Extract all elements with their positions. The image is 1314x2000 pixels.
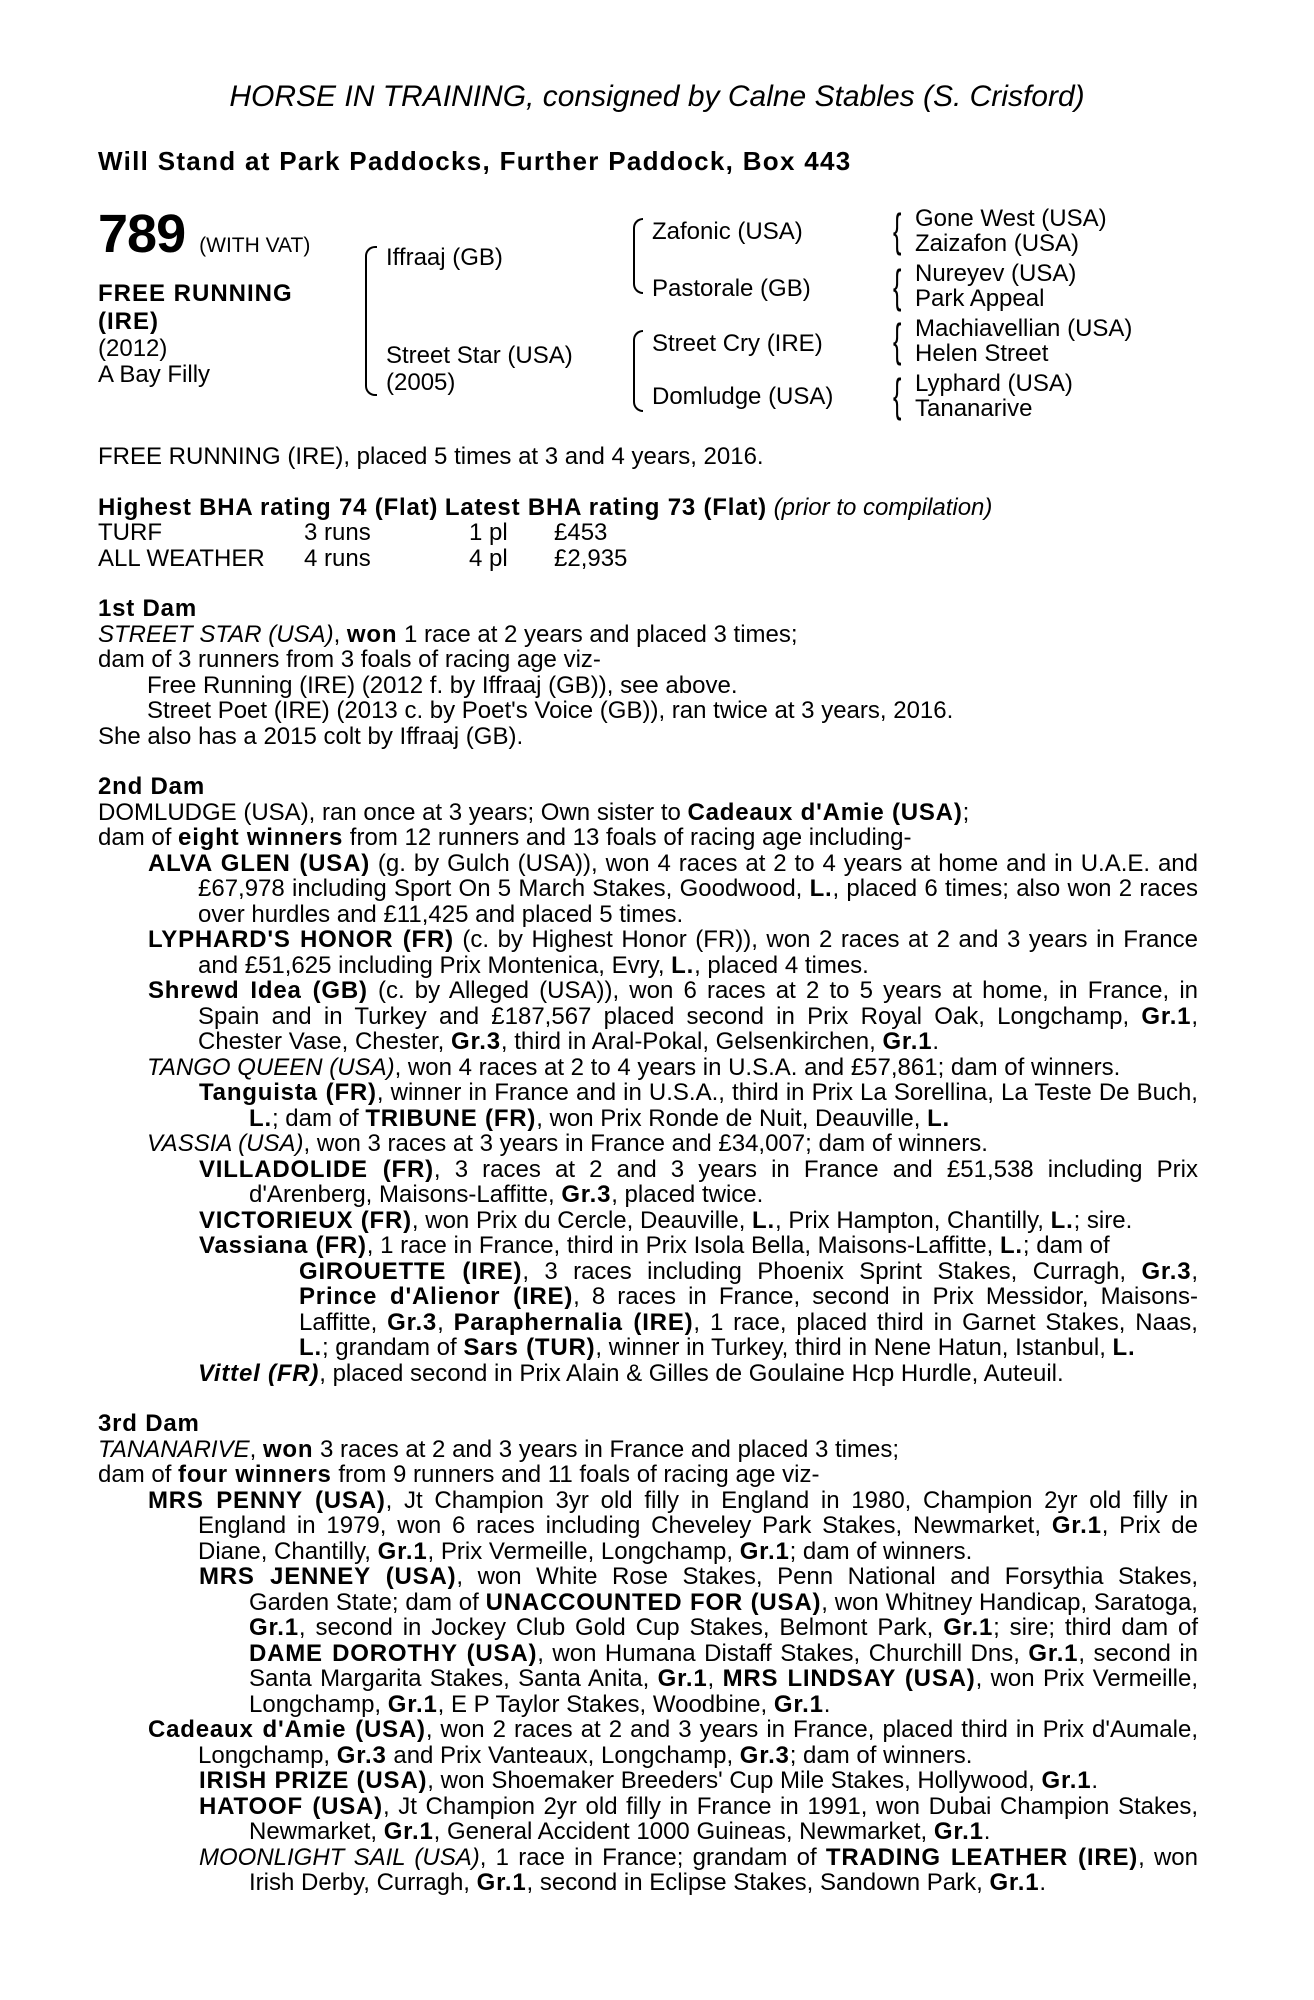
text-run: GIROUETTE (IRE) [299, 1257, 523, 1285]
text-run: , placed twice. [611, 1181, 764, 1208]
text-run: Gr.1 [943, 1614, 994, 1641]
text-run: ; sire. [1073, 1206, 1133, 1234]
first-dam-heading: 1st Dam [98, 595, 197, 622]
produce-hatoof [199, 1792, 1198, 1845]
text-run: TRIBUNE (FR) [365, 1104, 537, 1132]
text-run: Gr.3 [561, 1181, 612, 1208]
produce-cadeaux-damie [148, 1716, 1198, 1769]
text-run: , won Whitney Handicap, Saratoga, [821, 1588, 1198, 1616]
text-run: VILLADOLIDE (FR) [199, 1155, 434, 1183]
rating-line [98, 495, 1198, 521]
text-run: dam of [98, 1461, 179, 1488]
text-run: won [346, 620, 398, 648]
text-run: DOMLUDGE (USA), ran once at 3 years; Own sister to [98, 798, 688, 826]
pedigree-bracket-dam [633, 330, 643, 412]
text-run: , 1 race, placed third in Garnet Stakes, Naas, [693, 1308, 1198, 1336]
third-dam-text [98, 1437, 1198, 1463]
text-run: , 3 races at 2 and 3 years in France and £51,538 including Prix d'Arenberg, Maisons-Laffitte, [249, 1155, 1198, 1208]
produce-alva-glen [148, 849, 1199, 928]
pedigree-g2: Zaizafon (USA) [915, 230, 1080, 257]
horse-year: (2012) [98, 335, 168, 362]
text-run: , [707, 1665, 723, 1692]
text-run: , winner in France and in U.S.A., third in Prix La Sorellina, La Teste De Buch, [376, 1079, 1198, 1106]
produce-vittel [198, 1361, 1198, 1387]
text-run: Gr.3 [336, 1741, 387, 1769]
produce-shrewd-idea [148, 977, 1199, 1055]
text-run: Paraphernalia (IRE) [453, 1308, 694, 1336]
second-dam-produce-intro [98, 825, 1198, 851]
text-run: Gr.1 [1141, 1002, 1192, 1030]
produce-moonlight-sail [199, 1843, 1198, 1896]
text-run: . [1039, 1869, 1047, 1896]
text-run: , Jt Champion 2yr old filly in France in 1991, won Dubai Champion Stakes, Newmarket, [249, 1792, 1198, 1845]
second-dam-text [98, 800, 1198, 826]
pedigree-brace-2: { [893, 260, 902, 312]
text-run: LYPHARD'S HONOR (FR) [148, 926, 454, 953]
text-run: Gr.1 [882, 1028, 933, 1055]
produce-villadolide [199, 1155, 1198, 1208]
text-run: Gr.1 [383, 1818, 434, 1845]
produce-vassiana [199, 1232, 1198, 1259]
text-run: , second in Eclipse Stakes, Sandown Park, [526, 1869, 990, 1896]
text-run: MRS PENNY (USA) [148, 1486, 386, 1514]
text-run: 1 race at 2 years and placed 3 times; [397, 620, 798, 648]
produce-mrs-jenney [199, 1563, 1199, 1718]
text-run: MOONLIGHT SAIL (USA) [199, 1843, 480, 1871]
text-run: dam of [98, 824, 179, 851]
text-run: VASSIA (USA) [147, 1130, 304, 1157]
text-run: , E P Taylor Stakes, Woodbine, [437, 1690, 774, 1718]
text-run: Gr.1 [1041, 1767, 1092, 1794]
produce-irish-prize [199, 1767, 1198, 1794]
text-run: L. [1050, 1206, 1074, 1234]
text-run: , placed 6 times; also won 2 races over hurdles and £11,425 and placed 5 times. [198, 875, 1199, 928]
text-run: , second in Jockey Club Gold Cup Stakes, Belmont Park, [298, 1614, 944, 1641]
first-dam-produce-3: She also has a 2015 colt by Iffraaj (GB). [98, 722, 524, 750]
pedigree-dam-sire: Street Cry (IRE) [652, 330, 823, 357]
text-run: , won White Rose Stakes, Penn National and Forsythia Stakes, Garden State; dam of [249, 1563, 1198, 1616]
text-run: , won 2 races at 2 and 3 years in France, placed third in Prix d'Aumale, Longchamp, [198, 1716, 1198, 1769]
pedigree-sire-sire: Zafonic (USA) [652, 218, 803, 245]
vat-note: (WITH VAT) [199, 234, 311, 257]
text-run: Gr.1 [377, 1537, 428, 1565]
text-run: , won Irish Derby, Curragh, [249, 1843, 1198, 1896]
pedigree-dam-year: (2005) [386, 369, 456, 396]
text-run: , third in Aral-Pokal, Gelsenkirchen, [500, 1028, 883, 1055]
text-run: L. [809, 875, 833, 902]
text-run: HATOOF (USA) [199, 1792, 383, 1820]
text-run: (c. by Alleged (USA)), won 6 races at 2 to 5 years at home, in France, in Spain and in Turkey and £187,567 placed second in Prix Royal Oak, Longchamp, [198, 977, 1199, 1030]
text-run: L. [752, 1206, 775, 1234]
text-run: 3 races at 2 and 3 years in France and placed 3 times; [313, 1435, 899, 1463]
text-run: ; dam of [271, 1104, 366, 1132]
produce-tango-queen [147, 1055, 1198, 1081]
pedigree-g6: Helen Street [915, 340, 1049, 367]
text-run: Cadeaux d'Amie (USA) [148, 1716, 426, 1743]
pedigree-brace-4: { [893, 369, 902, 421]
text-run: L. [671, 951, 695, 979]
text-run: MRS LINDSAY (USA) [722, 1665, 976, 1692]
text-run: , 1 race in France; grandam of [479, 1843, 826, 1871]
text-run: Gr.3 [739, 1741, 790, 1769]
text-run: . [983, 1818, 991, 1845]
text-run: , won Prix du Cercle, Deauville, [411, 1206, 753, 1234]
table-row [98, 546, 627, 572]
text-run: , General Accident 1000 Guineas, Newmarket, [433, 1818, 934, 1845]
text-run: Gr.1 [739, 1537, 790, 1565]
produce-vassia [147, 1131, 1198, 1157]
text-run: VICTORIEUX (FR) [199, 1206, 412, 1234]
text-run: ALVA GLEN (USA) [148, 849, 371, 877]
text-run: from 9 runners and 11 foals of racing age viz- [331, 1461, 820, 1488]
first-dam-produce-2: Street Poet (IRE) (2013 c. by Poet's Voice (GB)), ran twice at 3 years, 2016. [147, 697, 954, 724]
text-run: Sars (TUR) [463, 1334, 596, 1361]
text-run: (g. by Gulch (USA)), won 4 races at 2 to 4 years at home and in U.A.E. and £67,978 including Sport On 5 March Stakes, Goodwood, [198, 849, 1198, 902]
produce-lyphards-honor [148, 926, 1198, 979]
stand-location: Will Stand at Park Paddocks, Further Paddock, Box 443 [98, 146, 852, 176]
horse-description: A Bay Filly [98, 361, 211, 388]
pedigree-bracket-sire [633, 218, 643, 294]
produce-victorieux [199, 1206, 1198, 1234]
pedigree-g4: Park Appeal [915, 285, 1045, 312]
horse-name-line2: (IRE) [98, 308, 159, 335]
text-run: Gr.3 [1141, 1257, 1192, 1285]
race-summary: FREE RUNNING (IRE), placed 5 times at 3 and 4 years, 2016. [98, 443, 764, 470]
pedigree-brace-1: { [893, 204, 902, 256]
text-run: Gr.1 [933, 1818, 984, 1845]
text-run: , won Shoemaker Breeders' Cup Mile Stakes, Hollywood, [427, 1767, 1042, 1794]
text-run: . [823, 1690, 831, 1718]
catalogue-body [98, 444, 1198, 1896]
lot-number-value: 789 [98, 204, 186, 264]
text-run: Vassiana (FR) [199, 1232, 367, 1259]
third-dam-heading: 3rd Dam [98, 1410, 200, 1437]
text-run: L. [999, 1232, 1023, 1259]
consignor-header: HORSE IN TRAINING, consigned by Calne Stables (S. Crisford) [229, 80, 1085, 113]
first-dam-produce-intro: dam of 3 runners from 3 foals of racing age viz- [98, 646, 601, 673]
text-run: L. [927, 1104, 951, 1132]
pedigree-g7: Lyphard (USA) [915, 370, 1073, 397]
text-run: DAME DOROTHY (USA) [249, 1639, 538, 1667]
rating-latest: Latest BHA rating 73 (Flat) [444, 493, 767, 521]
text-run: won [262, 1435, 314, 1463]
first-dam-produce-1: Free Running (IRE) (2012 f. by Iffraaj (GB)), see above. [147, 671, 738, 699]
record-runs: 3 runs [304, 519, 371, 546]
text-run: Tanguista (FR) [199, 1079, 377, 1106]
text-run: L. [299, 1334, 322, 1361]
text-run: MRS JENNEY (USA) [199, 1563, 457, 1590]
text-run: Gr.1 [657, 1665, 708, 1692]
pedigree-g3: Nureyev (USA) [915, 260, 1077, 287]
text-run: and Prix Vanteaux, Longchamp, [386, 1741, 740, 1769]
text-run: Gr.1 [476, 1869, 527, 1896]
text-run: . [1091, 1767, 1099, 1794]
text-run: Gr.1 [1028, 1639, 1079, 1667]
text-run: , placed 4 times. [694, 951, 869, 979]
text-run: , [333, 620, 347, 648]
text-run: Gr.1 [989, 1869, 1040, 1896]
produce-mrs-penny [148, 1486, 1199, 1565]
first-dam-text [98, 622, 1198, 648]
text-run: Gr.1 [773, 1690, 824, 1718]
text-run: Gr.3 [451, 1028, 501, 1055]
pedigree-dam: Street Star (USA) [386, 342, 573, 369]
text-run: L. [249, 1104, 272, 1132]
text-run: L. [1112, 1334, 1136, 1361]
dam-name: STREET STAR (USA) [98, 620, 334, 648]
rating-highest: Highest BHA rating 74 (Flat) [98, 493, 439, 521]
text-run: , Prix Hampton, Chantilly, [774, 1206, 1051, 1234]
text-run: Vittel (FR) [198, 1359, 320, 1387]
rating-note: (prior to compilation) [773, 493, 993, 521]
record-amount: £453 [554, 519, 608, 546]
text-run: ; sire; third dam of [993, 1614, 1198, 1641]
pedigree-sire-dam: Pastorale (GB) [652, 275, 811, 302]
pedigree-dam-dam: Domludge (USA) [652, 383, 834, 410]
text-run: Gr.1 [387, 1690, 438, 1718]
lot-number [98, 206, 338, 274]
text-run: ; dam of winners. [789, 1741, 973, 1769]
pedigree-g5: Machiavellian (USA) [915, 315, 1133, 342]
text-run: , won 3 races at 3 years in France and £34,007; dam of winners. [303, 1130, 988, 1157]
text-run: TANANARIVE [98, 1435, 250, 1463]
text-run: , Jt Champion 3yr old filly in England in 1980, Champion 2yr old filly in England in 1979, won 6 races including Cheveley Park Stakes, Newmarket, [198, 1486, 1199, 1539]
text-run: Shrewd Idea (GB) [148, 977, 368, 1004]
text-run: TANGO QUEEN (USA) [147, 1053, 395, 1081]
pedigree-g1: Gone West (USA) [915, 205, 1107, 232]
text-run: TRADING LEATHER (IRE) [825, 1843, 1139, 1871]
text-run: , Prix Vermeille, Longchamp, [427, 1537, 740, 1565]
text-run: Gr.1 [249, 1614, 299, 1641]
text-run: . [932, 1028, 940, 1055]
race-record-table [98, 520, 627, 571]
text-run: , [437, 1308, 454, 1336]
lot-identity [98, 206, 338, 388]
record-surface: TURF [98, 519, 162, 546]
text-run: UNACCOUNTED FOR (USA) [485, 1588, 822, 1616]
text-run: , 1 race in France, third in Prix Isola Bella, Maisons-Laffitte, [366, 1232, 1000, 1259]
record-placings: 1 pl [469, 519, 508, 546]
pedigree-g8: Tananarive [915, 395, 1033, 422]
third-dam-produce-intro [98, 1462, 1198, 1488]
text-run: , winner in Turkey, third in Nene Hatun, Istanbul, [595, 1334, 1113, 1361]
pedigree-brace-3: { [893, 314, 902, 366]
text-run: , placed second in Prix Alain & Gilles de Goulaine Hcp Hurdle, Auteuil. [319, 1359, 1064, 1387]
pedigree-bracket-parents [365, 246, 377, 396]
text-run: , won Prix Vermeille, Longchamp, [249, 1665, 1199, 1718]
text-run: , second in Santa Margarita Stakes, Santa Anita, [249, 1639, 1199, 1692]
table-row [98, 520, 627, 546]
record-surface: ALL WEATHER [98, 544, 265, 572]
text-run: Gr.1 [1051, 1512, 1102, 1539]
text-run: ; [962, 798, 970, 826]
record-runs: 4 runs [304, 544, 371, 572]
text-run: ; grandam of [321, 1334, 464, 1361]
text-run: , 3 races including Phoenix Sprint Stakes, Curragh, [522, 1257, 1142, 1285]
text-run: from 12 runners and 13 foals of racing age including- [343, 824, 912, 851]
text-run: , Chester Vase, Chester, [198, 1002, 1198, 1055]
text-run: Cadeaux d'Amie (USA) [687, 798, 963, 826]
text-run: Gr.3 [387, 1308, 438, 1336]
text-run: IRISH PRIZE (USA) [199, 1767, 428, 1794]
text-run: , [249, 1435, 263, 1463]
text-run: , won 4 races at 2 to 4 years in U.S.A. and £57,861; dam of winners. [394, 1053, 1121, 1081]
text-run: , Prix de Diane, Chantilly, [198, 1512, 1198, 1565]
text-run: , [1191, 1257, 1199, 1285]
text-run: , 8 races in France, second in Prix Messidor, Maisons-Laffitte, [299, 1283, 1198, 1336]
text-run: (c. by Highest Honor (FR)), won 2 races at 2 and 3 years in France and £51,625 including Prix Montenica, Evry, [198, 926, 1198, 979]
record-placings: 4 pl [469, 544, 508, 572]
produce-tanguista [199, 1079, 1198, 1132]
text-run: eight winners [178, 824, 344, 851]
second-dam-heading: 2nd Dam [98, 773, 205, 800]
text-run: , won Prix Ronde de Nuit, Deauville, [536, 1104, 928, 1132]
text-run: ; dam of [1022, 1232, 1110, 1259]
text-run: ; dam of winners. [789, 1537, 973, 1565]
record-amount: £2,935 [554, 544, 628, 572]
text-run: Prince d'Alienor (IRE) [299, 1283, 574, 1310]
horse-name-line1: FREE RUNNING [98, 280, 293, 307]
pedigree-sire: Iffraaj (GB) [386, 244, 503, 271]
produce-girouette [299, 1259, 1198, 1361]
text-run: four winners [178, 1461, 332, 1488]
text-run: , won Humana Distaff Stakes, Churchill Dns, [537, 1639, 1029, 1667]
